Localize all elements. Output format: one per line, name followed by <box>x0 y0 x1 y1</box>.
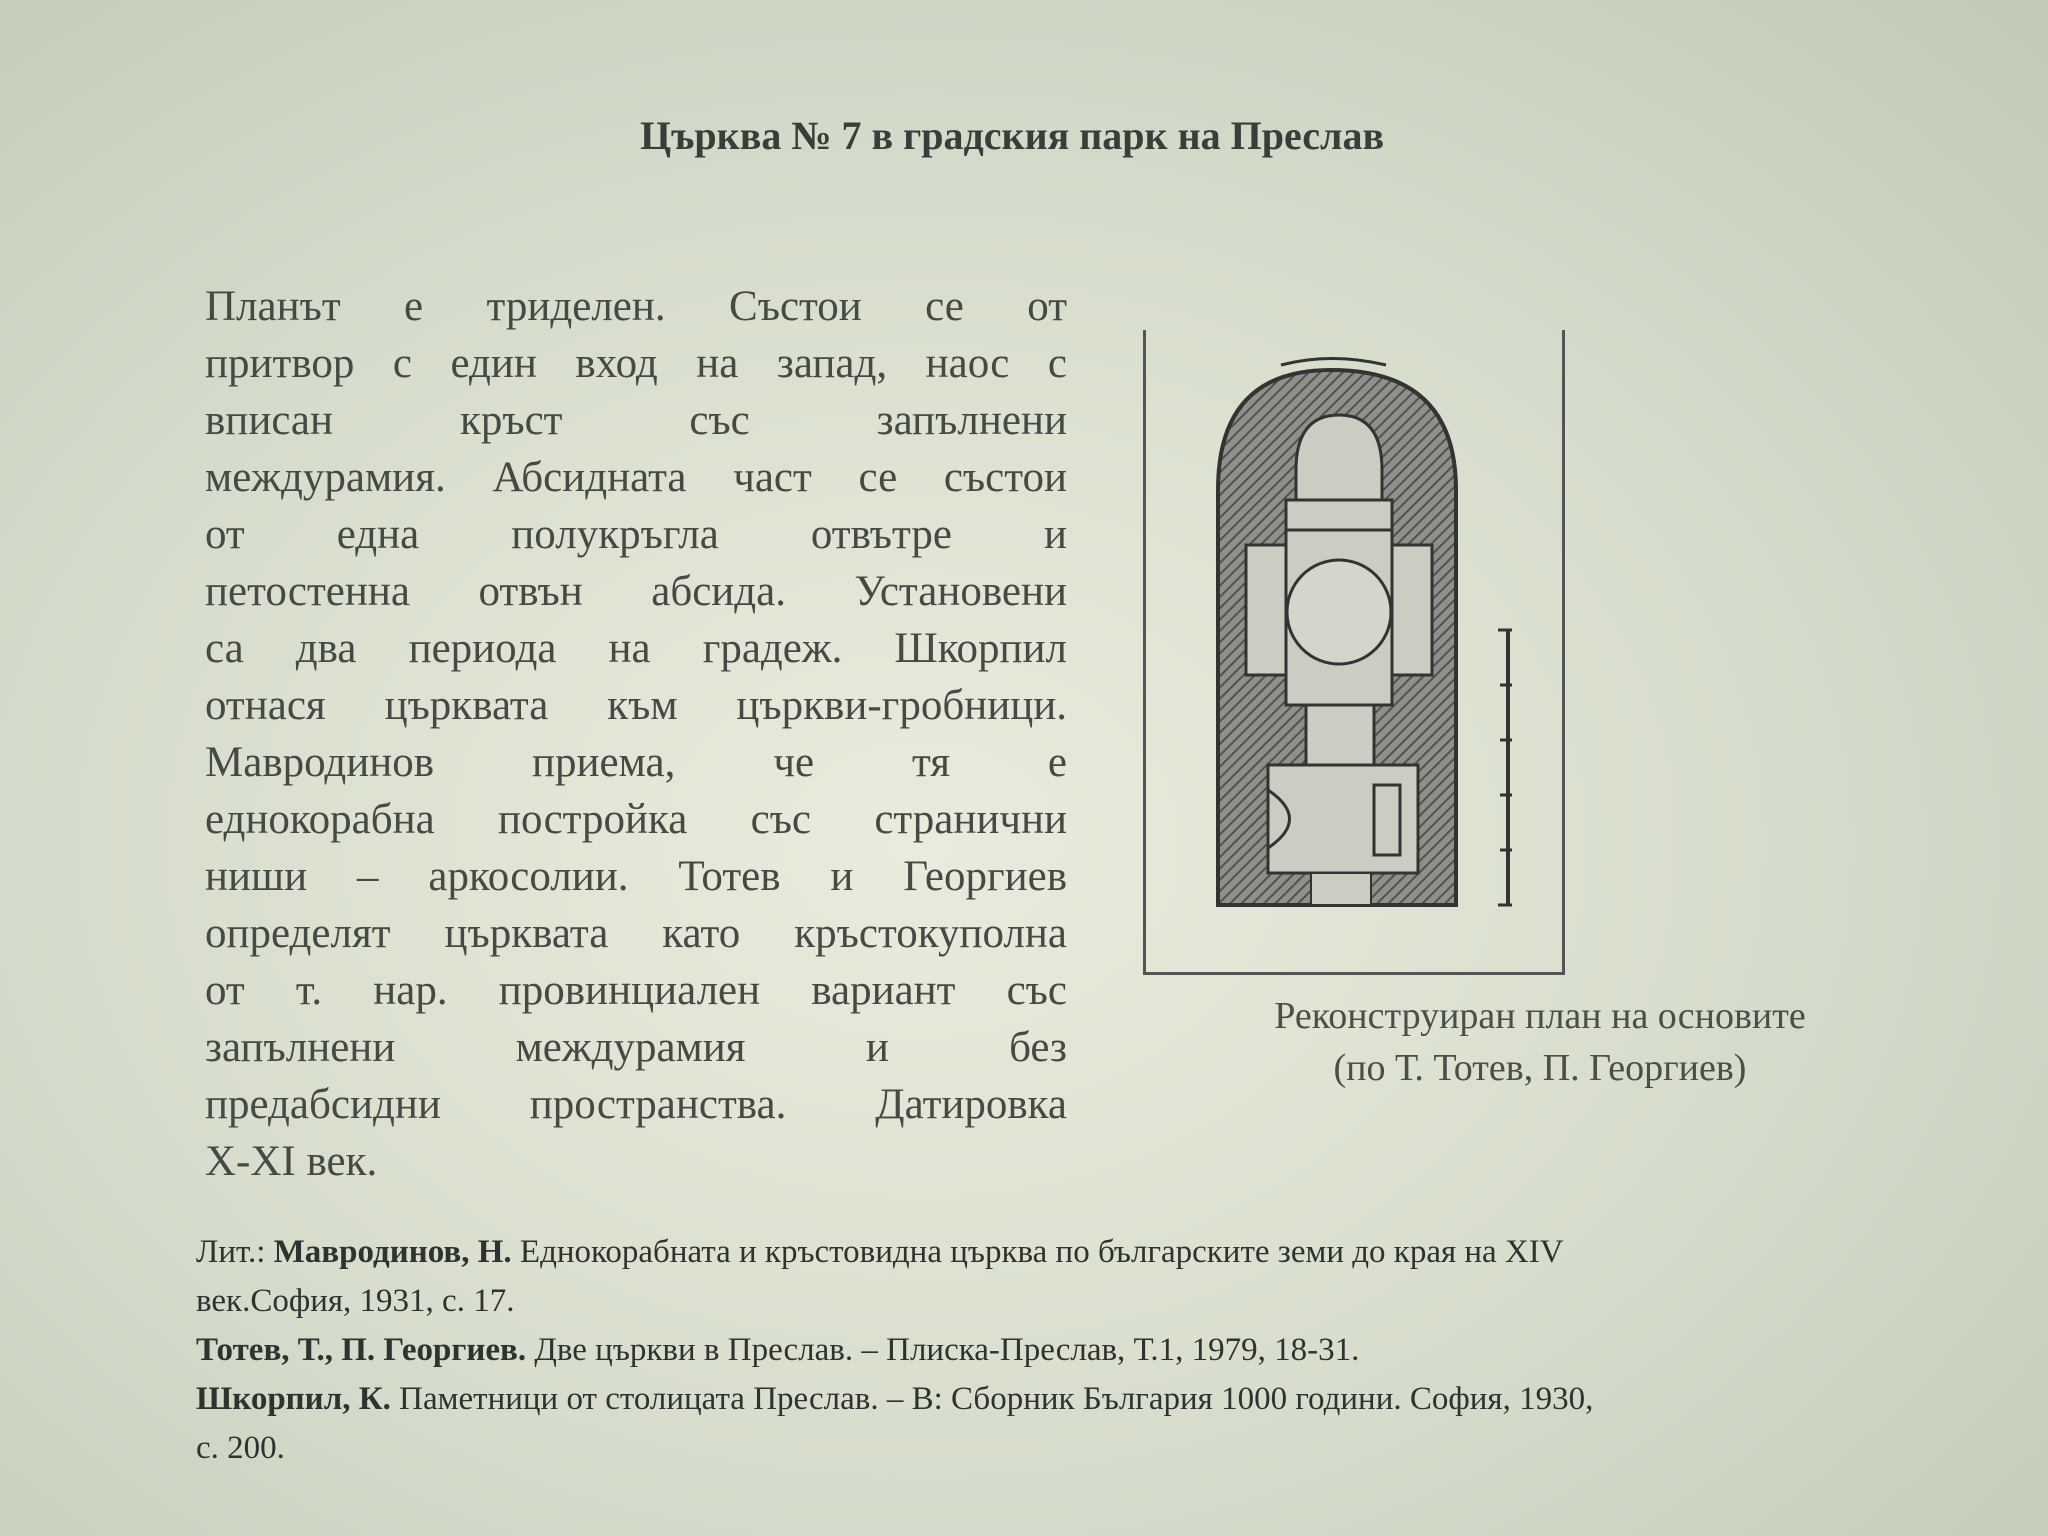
body-line: от една полукръгла отвътре и <box>205 511 1067 558</box>
body-line: еднокорабна постройка със странични <box>205 796 1067 843</box>
reference-prefix: Лит.: <box>196 1234 274 1270</box>
body-line: предабсидни пространства. Датировка <box>205 1081 1067 1128</box>
reference-line <box>196 1424 1966 1473</box>
church-plan-drawing <box>1146 330 1568 975</box>
apse <box>1296 415 1382 500</box>
references <box>196 1228 1966 1473</box>
reference-text: Две църкви в Преслав. – Плиска-Преслав, Т.1, 1979, 18-31. <box>526 1332 1360 1368</box>
body-line: ниши – аркосолии. Тотев и Георгиев <box>205 853 1067 900</box>
reference-author: Мавродинов, Н. <box>273 1234 512 1270</box>
body-line: отнася църквата към църкви-гробници. <box>205 682 1067 729</box>
reference-author: Шкорпил, К. <box>196 1381 391 1417</box>
reference-line <box>196 1326 1966 1375</box>
reference-line <box>196 1228 1966 1277</box>
body-line: Планът е триделен. Състои се от <box>205 283 1067 330</box>
page-title: Църква № 7 в градския парк на Преслав <box>640 113 1385 158</box>
body-line: са два периода на градеж. Шкорпил <box>205 625 1067 672</box>
church-plan-figure <box>1143 330 1565 975</box>
body-line: Мавродинов приема, че тя е <box>205 739 1067 786</box>
body-line: от т. нар. провинциален вариант със <box>205 967 1067 1014</box>
caption-line: (по Т. Тотев, П. Георгиев) <box>1333 1047 1747 1089</box>
reference-text: с. 200. <box>196 1430 285 1466</box>
dome-circle <box>1287 560 1391 664</box>
body-line: X-XI век. <box>205 1138 378 1185</box>
reference-text: Паметници от столицата Преслав. – В: Сборник България 1000 години. София, 1930, <box>390 1381 1594 1417</box>
reference-text: век.София, 1931, с. 17. <box>196 1283 515 1319</box>
body-line: вписан кръст със запълнени <box>205 397 1067 444</box>
reference-line <box>196 1277 1966 1326</box>
reference-text: Еднокорабната и кръстовидна църква по българските земи до края на XIV <box>511 1234 1564 1270</box>
body-line: петостенна отвън абсида. Установени <box>205 568 1067 615</box>
body-line: определят църквата като кръстокуполна <box>205 910 1067 957</box>
body-line: притвор с един вход на запад, наос с <box>205 340 1067 387</box>
reference-line <box>196 1375 1966 1424</box>
caption-line: Реконструиран план на основите <box>1274 995 1806 1037</box>
body-line: запълнени междурамия и без <box>205 1024 1067 1071</box>
reference-author: Тотев, Т., П. Георгиев. <box>196 1332 527 1368</box>
body-line: междурамия. Абсидната част се състои <box>205 454 1067 501</box>
figure-caption <box>1170 990 1910 1094</box>
body-paragraph <box>205 278 1067 1190</box>
